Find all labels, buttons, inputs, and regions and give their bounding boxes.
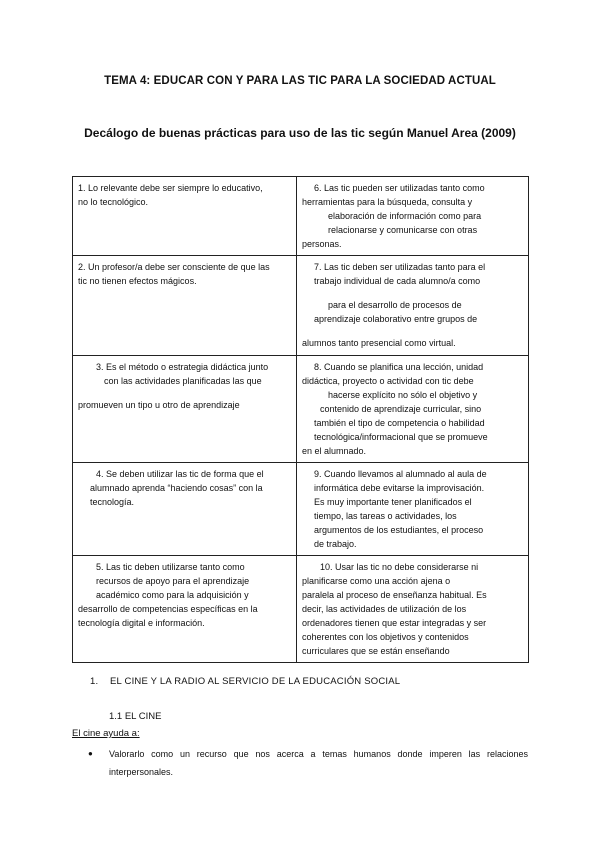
cell-line: didáctica, proyecto o actividad con tic debe (302, 376, 474, 386)
cell-line: no lo tecnológico. (78, 197, 149, 207)
cell-line: desarrollo de competencias específicas en la (78, 604, 258, 614)
document-subtitle: Decálogo de buenas prácticas para uso de las tic según Manuel Area (2009) (84, 126, 516, 140)
cell-line: tic no tienen efectos mágicos. (78, 276, 197, 286)
cell-line: también el tipo de competencia o habilidad (314, 418, 485, 428)
table-row (73, 256, 529, 356)
cell-line: 1. Lo relevante debe ser siempre lo educativo, (78, 183, 263, 193)
cell-line: planificarse como una acción ajena o (302, 576, 451, 586)
table-cell-practice-7 (297, 256, 529, 356)
subsection-heading: 1.1 EL CINE (109, 711, 162, 722)
table-row (73, 356, 529, 463)
cell-line: 10. Usar las tic no debe considerarse ni (320, 562, 479, 572)
cell-line: de trabajo. (314, 539, 357, 549)
cell-line: alumnos tanto presencial como virtual. (302, 338, 456, 348)
cell-line: tiempo, las tareas o actividades, los (314, 511, 457, 521)
bullet-icon: ● (88, 749, 93, 758)
table-cell-practice-2 (73, 256, 297, 356)
cell-line: 2. Un profesor/a debe ser consciente de que las (78, 262, 270, 272)
cell-line: paralela al proceso de enseñanza habitual. Es (302, 590, 487, 600)
cell-line: recursos de apoyo para el aprendizaje (96, 576, 250, 586)
cell-line: informática debe evitarse la improvisación. (314, 483, 485, 493)
cell-line: decir, las actividades de utilización de los (302, 604, 467, 614)
cell-line: en el alumnado. (302, 446, 367, 456)
cell-line: 4. Se deben utilizar las tic de forma que el (96, 469, 264, 479)
cine-helps-label: El cine ayuda a: (72, 728, 140, 739)
cell-line: 7. Las tic deben ser utilizadas tanto para el (314, 262, 486, 272)
decalogue-table (72, 176, 529, 663)
cell-line: alumnado aprenda “haciendo cosas” con la (90, 483, 263, 493)
table-cell-practice-9 (297, 463, 529, 556)
cell-line: tecnología digital e información. (78, 618, 205, 628)
cell-line: herramientas para la búsqueda, consulta y (302, 197, 473, 207)
cell-line: personas. (302, 239, 342, 249)
table-cell-practice-1 (73, 177, 297, 256)
list-item-text: Valorarlo como un recurso que nos acerca a temas humanos donde imperen las relaciones interpersonales. (109, 749, 528, 777)
cell-line: académico como para la adquisición y (96, 590, 249, 600)
cell-line: con las actividades planificadas las que (104, 376, 262, 386)
cell-line: hacerse explícito no sólo el objetivo y (328, 390, 478, 400)
cell-line: relacionarse y comunicarse con otras (328, 225, 478, 235)
section-number: 1. (90, 676, 99, 687)
cell-line: tecnológica/informacional que se promueve (314, 432, 488, 442)
cell-line: contenido de aprendizaje curricular, sino (320, 404, 482, 414)
cell-line: 6. Las tic pueden ser utilizadas tanto como (314, 183, 485, 193)
section-title: EL CINE Y LA RADIO AL SERVICIO DE LA EDUCACIÓN SOCIAL (110, 676, 401, 687)
cell-line: Es muy importante tener planificados el (314, 497, 472, 507)
table-row (73, 177, 529, 256)
cell-line: aprendizaje colaborativo entre grupos de (314, 314, 478, 324)
table-cell-practice-3 (73, 356, 297, 463)
cell-line: 8. Cuando se planifica una lección, unidad (314, 362, 484, 372)
table-row (73, 463, 529, 556)
cell-line: trabajo individual de cada alumno/a como (314, 276, 481, 286)
cell-line: para el desarrollo de procesos de (328, 300, 462, 310)
cell-line: 9. Cuando llevamos al alumnado al aula de (314, 469, 487, 479)
table-row (73, 556, 529, 663)
table-cell-practice-5 (73, 556, 297, 663)
cell-line: tecnología. (90, 497, 135, 507)
table-cell-practice-6 (297, 177, 529, 256)
cell-line: elaboración de información como para (328, 211, 482, 221)
section-heading (90, 676, 400, 687)
cell-line: 3. Es el método o estrategia didáctica junto (96, 362, 269, 372)
cell-line: curriculares que se están enseñando (302, 646, 450, 656)
cell-line: promueven un tipo u otro de aprendizaje (78, 400, 240, 410)
document-title: TEMA 4: EDUCAR CON Y PARA LAS TIC PARA LA SOCIEDAD ACTUAL (104, 75, 496, 87)
table-cell-practice-4 (73, 463, 297, 556)
cell-line: argumentos de los estudiantes, el proceso (314, 525, 484, 535)
table-cell-practice-10 (297, 556, 529, 663)
table-cell-practice-8 (297, 356, 529, 463)
cell-line: coherentes con los objetivos y contenidos (302, 632, 469, 642)
cell-line: ordenadores tienen que estar integradas y ser (302, 618, 487, 628)
cell-line: 5. Las tic deben utilizarse tanto como (96, 562, 245, 572)
